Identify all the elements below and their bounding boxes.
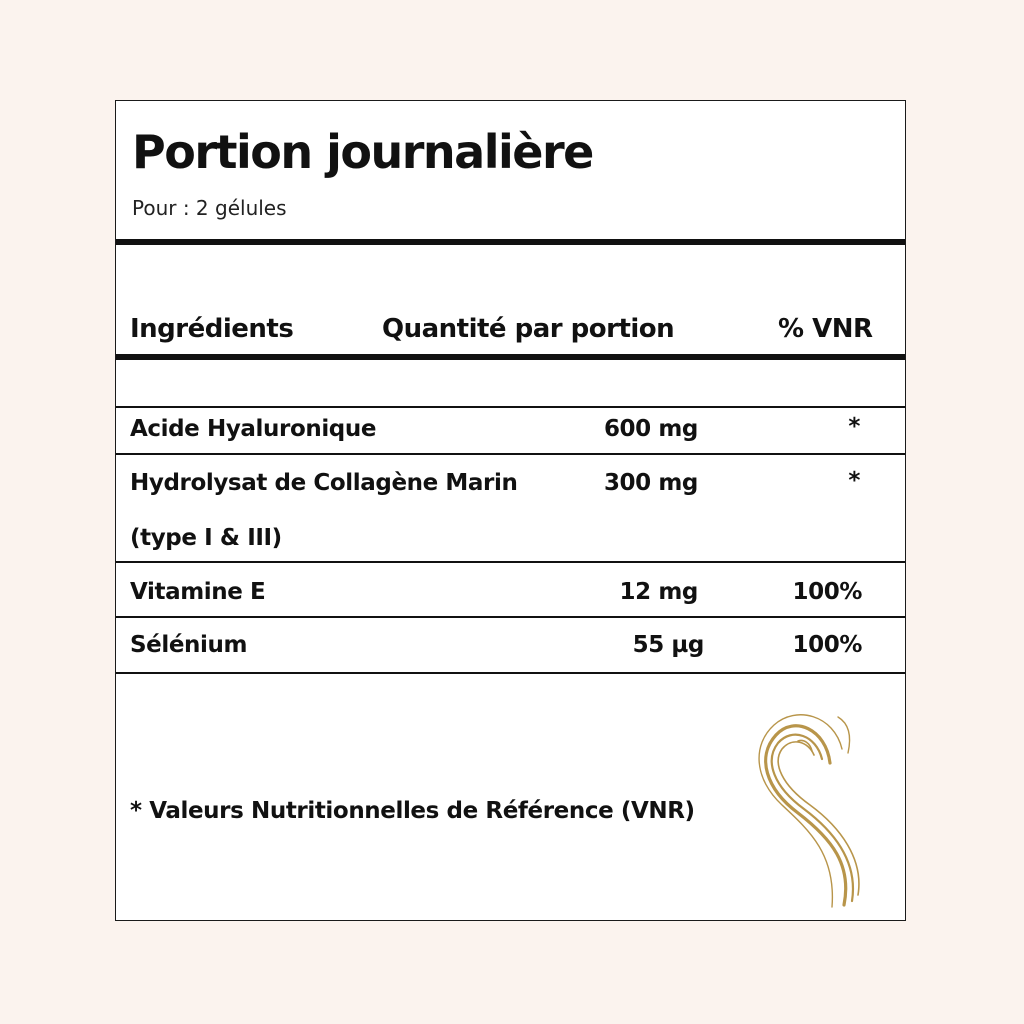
divider-thick-header (116, 354, 905, 360)
divider-row-bottom (116, 672, 905, 674)
column-header-vnr: % VNR (778, 314, 873, 344)
divider-row-top (116, 406, 905, 408)
page-title: Portion journalière (132, 125, 593, 179)
divider-thick-top (116, 239, 905, 245)
ingredient-quantity: 600 mg (603, 416, 698, 442)
ingredient-quantity: 300 mg (603, 470, 698, 496)
ingredient-quantity: 55 µg (632, 632, 704, 658)
ingredient-name: Sélénium (130, 632, 248, 658)
divider-row (116, 561, 905, 563)
column-header-quantity: Quantité par portion (382, 314, 675, 344)
ingredient-vnr: * (848, 414, 860, 440)
ingredient-vnr: 100% (792, 579, 862, 605)
divider-row (116, 616, 905, 618)
column-header-ingredients: Ingrédients (130, 314, 294, 344)
serving-subtitle: Pour : 2 gélules (132, 196, 287, 220)
ingredient-name: Vitamine E (130, 579, 266, 605)
vnr-footnote: * Valeurs Nutritionnelles de Référence (VNR) (130, 798, 695, 824)
ingredient-name: Acide Hyaluronique (130, 416, 377, 442)
ingredient-name: Hydrolysat de Collagène Marin (130, 470, 518, 496)
ingredient-name-line2: (type I & III) (130, 525, 282, 551)
ingredient-quantity: 12 mg (619, 579, 698, 605)
ingredient-vnr: * (848, 468, 860, 494)
nutrition-panel (115, 100, 906, 921)
divider-row (116, 453, 905, 455)
swirl-s-logo-icon (752, 705, 872, 911)
ingredient-vnr: 100% (792, 632, 862, 658)
